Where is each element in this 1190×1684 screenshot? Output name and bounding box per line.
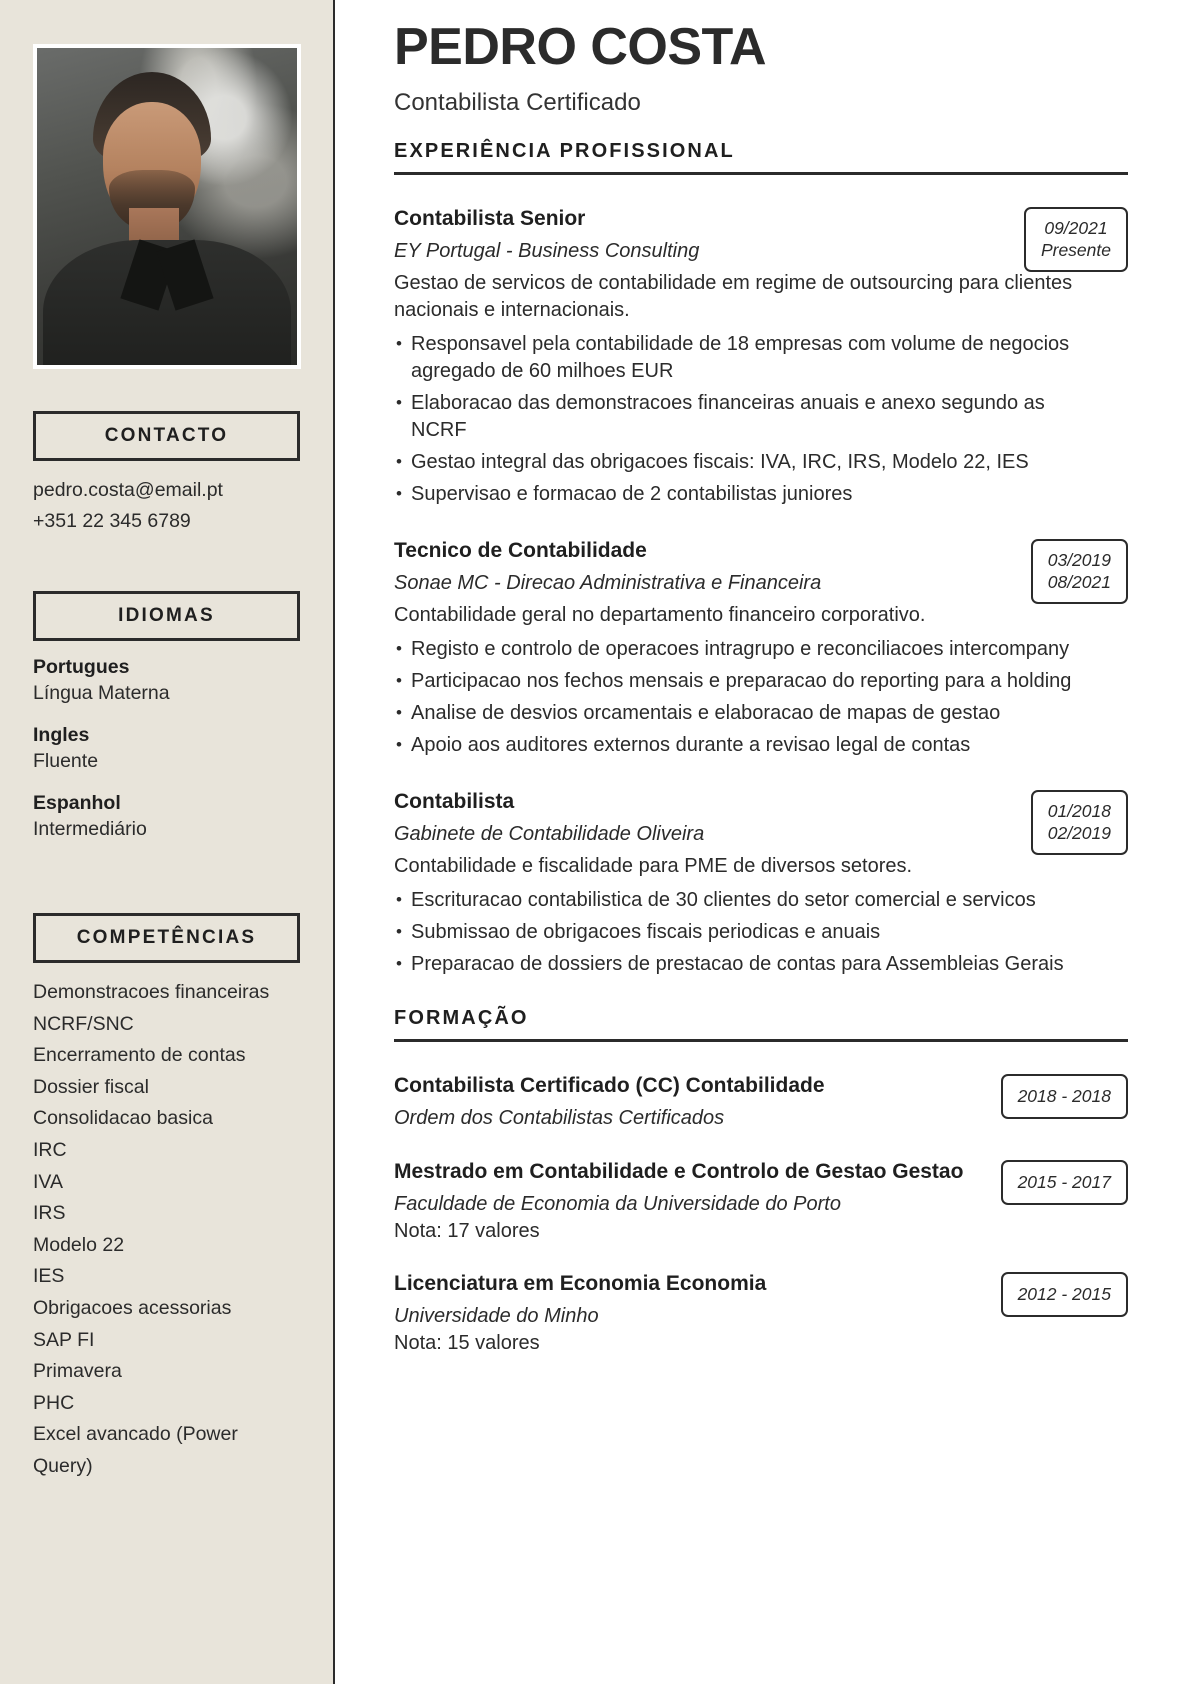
experience-entry: [394, 788, 1128, 978]
experience-entry: [394, 205, 1128, 508]
education-degree: Licenciatura em Economia Economia: [394, 1272, 767, 1295]
list-item: [33, 791, 300, 842]
experience-description: Contabilidade e fiscalidade para PME de diversos setores.: [394, 855, 913, 877]
spacer-contact-languages: [33, 537, 300, 591]
education-grade: Nota: 17 valores: [394, 1220, 540, 1242]
page-title: PEDRO COSTA: [394, 18, 767, 76]
date-badge: 2018 - 2018: [1001, 1074, 1128, 1119]
list-item: IRC: [33, 1138, 67, 1161]
list-item: • Registo e controlo de operacoes intragrupo e reconciliacoes intercompany: [394, 636, 1101, 663]
list-item: Demonstracoes financeiras: [33, 981, 270, 1003]
spacer-languages-skills: [33, 859, 300, 913]
list-item: • Elaboracao das demonstracoes financeiras anuais e anexo segundo as NCRF: [394, 390, 1101, 444]
education-section-heading: FORMAÇÃO: [394, 1007, 1128, 1042]
skills-heading: COMPETÊNCIAS: [33, 913, 300, 963]
list-item: • Analise de desvios orcamentais e elaboracao de mapas de gestao: [394, 700, 1101, 727]
sidebar: [0, 0, 335, 1684]
experience-bullet-list: [394, 887, 1128, 978]
education-degree: Mestrado em Contabilidade e Controlo de Gestao Gestao: [394, 1160, 964, 1183]
list-item: IVA: [33, 1170, 63, 1193]
language-name: Portugues: [33, 656, 130, 678]
contact-heading: CONTACTO: [33, 411, 300, 461]
professional-subtitle: Contabilista Certificado: [394, 89, 641, 116]
experience-employer: EY Portugal - Business Consulting: [394, 240, 700, 262]
education-entry: [394, 1270, 1128, 1356]
date-start: 01/2018: [1047, 801, 1111, 821]
list-item: Excel avancado (Power Query): [33, 1423, 238, 1477]
education-institution: Faculdade de Economia da Universidade do Porto: [394, 1193, 841, 1215]
portrait-photo: [37, 48, 297, 365]
date-start: 03/2019: [1047, 550, 1111, 570]
list-item: • Escrituracao contabilistica de 30 clientes do setor comercial e servicos: [394, 887, 1101, 914]
list-item: • Responsavel pela contabilidade de 18 empresas com volume de negocios agregado de 60 milhoes EUR: [394, 331, 1101, 385]
date-start: 09/2021: [1044, 218, 1108, 238]
date-badge: 2015 - 2017: [1001, 1160, 1128, 1205]
list-item: Primavera: [33, 1360, 122, 1383]
list-item: Obrigacoes acessorias: [33, 1296, 232, 1319]
languages-heading: IDIOMAS: [33, 591, 300, 641]
education-entry: [394, 1072, 1128, 1132]
list-item: SAP FI: [33, 1328, 95, 1351]
experience-job-title: Contabilista Senior: [394, 207, 586, 230]
list-item: NCRF/SNC: [33, 1012, 134, 1035]
contact-email[interactable]: pedro.costa@email.pt: [33, 479, 223, 501]
education-degree: Contabilista Certificado (CC) Contabilidade: [394, 1074, 825, 1097]
list-item: IRS: [33, 1202, 66, 1225]
education-institution: Ordem dos Contabilistas Certificados: [394, 1107, 725, 1129]
education-entry: [394, 1158, 1128, 1244]
experience-section-heading: EXPERIÊNCIA PROFISSIONAL: [394, 140, 1128, 175]
experience-employer: Sonae MC - Direcao Administrativa e Financeira: [394, 572, 822, 594]
list-item: Consolidacao basica: [33, 1107, 213, 1130]
list-item: • Preparacao de dossiers de prestacao de contas para Assembleias Gerais: [394, 951, 1101, 978]
list-item: • Apoio aos auditores externos durante a revisao legal de contas: [394, 732, 1101, 759]
date-end: 08/2021: [1047, 572, 1111, 592]
list-item: • Participacao nos fechos mensais e preparacao do reporting para a holding: [394, 668, 1101, 695]
experience-employer: Gabinete de Contabilidade Oliveira: [394, 823, 705, 845]
education-grade: Nota: 15 valores: [394, 1332, 540, 1354]
education-institution: Universidade do Minho: [394, 1305, 599, 1327]
experience-description: Gestao de servicos de contabilidade em regime de outsourcing para clientes nacionais e internacionais.: [394, 272, 1073, 321]
list-item: PHC: [33, 1391, 75, 1414]
date-badge: [1031, 790, 1128, 855]
experience-job-title: Contabilista: [394, 790, 515, 813]
language-name: Ingles: [33, 724, 90, 746]
date-badge: 2012 - 2015: [1001, 1272, 1128, 1317]
list-item: [33, 723, 300, 774]
experience-entry: [394, 537, 1128, 759]
list-item: Modelo 22: [33, 1233, 125, 1256]
language-level: Intermediário: [33, 818, 147, 840]
date-badge: [1024, 207, 1128, 272]
date-badge: [1031, 539, 1128, 604]
list-item: IES: [33, 1265, 65, 1288]
experience-entry-body: [394, 537, 1128, 759]
contact-phone[interactable]: +351 22 345 6789: [33, 510, 191, 532]
main-content: [335, 0, 1190, 1382]
experience-job-title: Tecnico de Contabilidade: [394, 539, 647, 562]
date-end: Presente: [1040, 240, 1111, 260]
avatar: [33, 44, 301, 369]
experience-bullet-list: [394, 636, 1128, 759]
list-item: Dossier fiscal: [33, 1075, 149, 1098]
experience-description: Contabilidade geral no departamento financeiro corporativo.: [394, 604, 926, 626]
list-item: Encerramento de contas: [33, 1044, 246, 1067]
experience-entry-body: [394, 788, 1128, 978]
list-item: [33, 655, 300, 706]
language-name: Espanhol: [33, 792, 121, 814]
experience-entry-body: [394, 205, 1128, 508]
experience-bullet-list: [394, 331, 1128, 508]
list-item: • Submissao de obrigacoes fiscais periodicas e anuais: [394, 919, 1101, 946]
language-level: Língua Materna: [33, 682, 170, 704]
date-end: 02/2019: [1047, 823, 1111, 843]
list-item: • Supervisao e formacao de 2 contabilistas juniores: [394, 481, 1101, 508]
list-item: • Gestao integral das obrigacoes fiscais: IVA, IRC, IRS, Modelo 22, IES: [394, 449, 1101, 476]
language-level: Fluente: [33, 750, 99, 772]
